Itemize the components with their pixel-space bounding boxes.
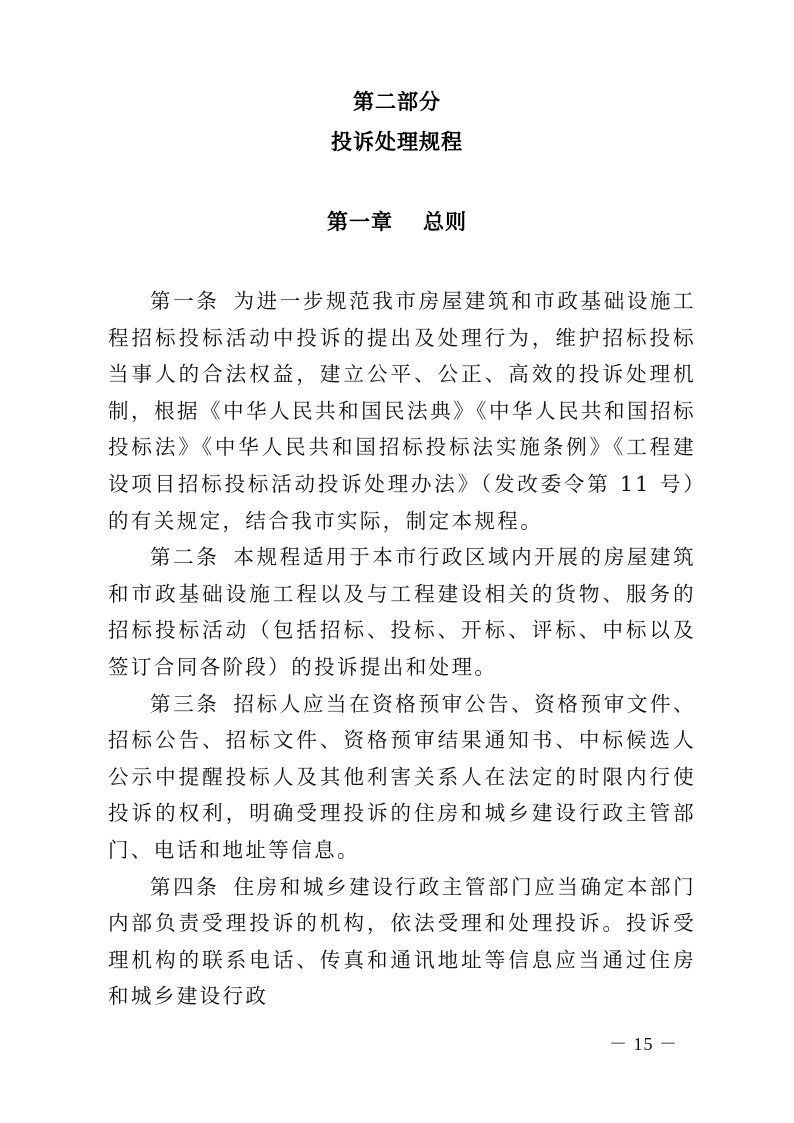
chapter-number: 第一章 xyxy=(327,210,393,234)
article-2 xyxy=(108,539,696,685)
part-heading: 第二部分 xyxy=(353,90,441,114)
article-label: 第四条 xyxy=(150,874,220,899)
article-4 xyxy=(108,869,696,1015)
article-1 xyxy=(108,283,696,539)
article-text: 为进一步规范我市房屋建筑和市政基础设施工程招标投标活动中投诉的提出及处理行为，维护招标投标当事人的合法权益，建立公平、公正、高效的投诉处理机制，根据《中华人民共和国民法典》《中华人民共和国招标投标法》《中华人民共和国招标投标法实施条例》《工程建设项目招标投标活动投诉处理办法》（发改委令第 11 号）的有关规定，结合我市实际，制定本规程。 xyxy=(108,289,697,533)
article-text: 本规程适用于本市行政区域内开展的房屋建筑和市政基础设施工程以及与工程建设相关的货物、服务的招标投标活动（包括招标、投标、开标、评标、中标以及签订合同各阶段）的投诉提出和处理。 xyxy=(108,545,697,679)
part-title: 投诉处理规程 xyxy=(331,130,463,154)
article-label: 第三条 xyxy=(150,691,220,716)
chapter-title: 总则 xyxy=(423,210,467,234)
article-text: 住房和城乡建设行政主管部门应当确定本部门内部负责受理投诉的机构，依法受理和处理投诉。投诉受理机构的联系电话、传真和通讯地址等信息应当通过住房和城乡建设行政 xyxy=(108,874,697,1009)
article-3 xyxy=(108,686,696,869)
article-label: 第二条 xyxy=(150,545,220,570)
document-body xyxy=(108,283,696,1015)
chapter-heading xyxy=(0,206,794,236)
page-number: － 15 － xyxy=(609,1034,678,1054)
article-label: 第一条 xyxy=(150,289,220,313)
article-text: 招标人应当在资格预审公告、资格预审文件、招标公告、招标文件、资格预审结果通知书、中标候选人公示中提醒投标人及其他利害关系人在法定的时限内行使投诉的权利，明确受理投诉的住房和城乡建设行政主管部门、电话和地址等信息。 xyxy=(108,691,697,862)
